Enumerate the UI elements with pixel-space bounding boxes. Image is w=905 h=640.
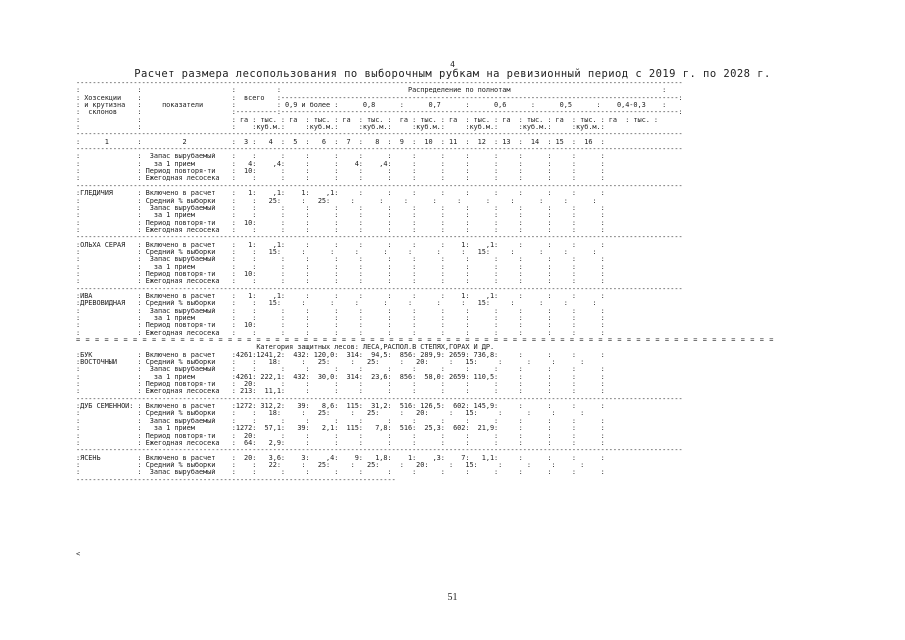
table-row: : : Ежегодная лесосека : : : : : : : : : : : : : : :	[76, 329, 605, 337]
table-row: : : Период повторя-ти : 10: : : : : : : : : : : : : :	[76, 219, 605, 227]
table-rule: = = = = = = = = = = = = = = = = = = = = = = = = = = = = = = = = = = = = = = = = = = = = = = = = = = = = = = = = = = = = = = = = = = = = = = = = = =	[76, 337, 775, 345]
table-row: : : Ежегодная лесосека : : : : : : : : : : : : : : :	[76, 175, 605, 183]
table-row: : и крутизна : показатели : : 0,9 и более : 0,8 : 0,7 : 0,6 : 0,5 : 0,4-0,3 :	[76, 102, 667, 110]
table-row: :ДУБ СЕМЕННОЙ: : Включено в расчет :1272: 312,2: 39: 8,6: 115: 31,2: 516: 126,5: 602: 145,9: : : : :	[76, 403, 605, 411]
table-rule: ----------------------------------------------------------------------------------------------------------------------------------------------------	[76, 234, 683, 242]
footer-mark: <	[76, 550, 81, 558]
table-row: : Хозсекции : : всего :-------------------------------------------------------------------------------------------------:	[76, 94, 683, 102]
table-row: : : Средний % выборки : : 18: : 25: : 25: : 20: : 15: : : : :	[76, 410, 585, 418]
table-row: : : за 1 прием :4261: 222,1: 432: 30,0: 314: 23,6: 856: 58,0: 2659: 110,5: : : : :	[76, 373, 605, 381]
page-number: 51	[447, 592, 458, 603]
table-row: :ГЛЕДИЧИЯ : Включено в расчет : 1: ,1: 1: ,1: : : : : : : : : : :	[76, 190, 605, 198]
table-row: : : за 1 прием :1272: 57,1: 39: 2,1: 115: 7,8: 516: 25,3: 602: 21,9: : : : :	[76, 425, 605, 433]
table-row: :ВОСТОЧНЫЙ : Средний % выборки : : 18: : 25: : 25: : 20: : 15: : : : :	[76, 359, 585, 367]
table-row: : : Ежегодная лесосека : 213: 11,1: : : : : : : : : : : : :	[76, 388, 605, 396]
table-row: : 1 : 2 : 3 : 4 : 5 : 6 : 7 : 8 : 9 : 10 : 11 : 12 : 13 : 14 : 15 : 16 :	[76, 138, 605, 146]
table-row: : склонов : :----------:-------------------------------------------------------------------------------------------------:	[76, 109, 683, 117]
table-row: : : Ежегодная лесосека : 64: 2,9: : : : : : : : : : : : :	[76, 439, 605, 447]
table-row: : : : :куб.м.: :куб.м.: :куб.м.: :куб.м.: :куб.м.: :куб.м.: :куб.м.:	[76, 124, 605, 132]
table-row: :БУК : Включено в расчет :4261:1241,2: 432: 120,0: 314: 94,5: 856: 289,9: 2659: 736,8: : : : :	[76, 351, 605, 359]
forest-usage-table	[76, 80, 846, 484]
table-row: :ДРЕВОВИДНАЯ : Средний % выборки : : 15: : : : : : : : 15: : : : :	[76, 300, 597, 308]
table-row: : : за 1 прием : : : : : : : : : : : : : : :	[76, 315, 605, 322]
table-row: : : Запас вырубаемый : : : : : : : : : : : : : : :	[76, 256, 605, 264]
table-row: : : : : Распределение по полнотам :	[76, 87, 667, 95]
table-row: : : Ежегодная лесосека : : : : : : : : : : : : : : :	[76, 226, 605, 234]
table-rule: ----------------------------------------------------------------------------------------------------------------------------------------------------	[76, 447, 683, 455]
table-rule: ----------------------------------------------------------------------------------------------------------------------------------------------------	[76, 285, 683, 293]
table-rule: ----------------------------------------------------------------------------------------------------------------------------------------------------	[76, 182, 683, 190]
table-row: : : Период повторя-ти : 10: : : : : : : : : : : : : :	[76, 322, 605, 330]
table-row: : : Запас вырубаемый : : : : : : : : : : : : : : :	[76, 366, 605, 374]
table-row: : : Средний % выборки : : 15: : : : : : : : 15: : : : :	[76, 248, 597, 256]
table-row: :ИВА : Включено в расчет : 1: ,1: : : : : : : 1: ,1: : : : :	[76, 292, 605, 300]
table-row: :ОЛЬХА СЕРАЯ : Включено в расчет : 1: ,1: : : : : : : 1: ,1: : : : :	[76, 241, 605, 249]
table-row: :ЯСЕНЬ : Включено в расчет : 20: 3,6: 3: ,4: 9: 1,8: 1: ,3: 7: 1,1: : : : :	[76, 454, 605, 462]
table-row: : : Запас вырубаемый : : : : : : : : : : : : : : :	[76, 469, 605, 477]
table-rule: ------------------------------------------------------------------------------	[76, 476, 396, 484]
table-rule: ----------------------------------------------------------------------------------------------------------------------------------------------------	[76, 131, 683, 139]
table-row: : : Период повторя-ти : 20: : : : : : : : : : : : : :	[76, 432, 605, 440]
page-title: Расчет размера лесопользования по выборочным рубкам на ревизионный период с 2019 г. по 2028 г.	[134, 68, 771, 80]
table-row: : : : га : тыс. : га : тыс. : га : тыс. : га : тыс. : га : тыс. : га : тыс. : га : тыс. : га : тыс. :	[76, 116, 658, 124]
table-row: : : Средний % выборки : : 25: : 25: : : : : : : : : : :	[76, 197, 597, 205]
table-rule: ----------------------------------------------------------------------------------------------------------------------------------------------------	[76, 395, 683, 403]
table-row: : : Средний % выборки : : 22: : 25: : 25: : 20: : 15: : : : :	[76, 461, 585, 469]
top-number: 4	[450, 60, 455, 69]
table-row: : : Период повторя-ти : 20: : : : : : : : : : : : : :	[76, 381, 605, 389]
table-row: : : за 1 прием : 4: ,4: : : 4: ,4: : : : : : : : :	[76, 160, 605, 168]
table-row: : : Запас вырубаемый : : : : : : : : : : : : : : :	[76, 307, 605, 315]
table-row: : : Запас вырубаемый : : : : : : : : : : : : : : :	[76, 204, 605, 212]
table-row: : : за 1 прием : : : : : : : : : : : : : : :	[76, 263, 605, 271]
table-row: : : за 1 прием : : : : : : : : : : : : : : :	[76, 212, 605, 220]
table-row: : : Ежегодная лесосека : : : : : : : : : : : : : : :	[76, 278, 605, 286]
table-row: : : Запас вырубаемый : : : : : : : : : : : : : : :	[76, 417, 605, 425]
table-rule: ----------------------------------------------------------------------------------------------------------------------------------------------------	[76, 80, 683, 87]
table-row: : : Период повторя-ти : 10: : : : : : : : : : : : : :	[76, 168, 605, 176]
table-row: Категория защитных лесов: ЛЕСА,РАСПОЛ.В СТЕПЯХ,ГОРАХ И ДР.	[76, 344, 495, 352]
table-rule: ----------------------------------------------------------------------------------------------------------------------------------------------------	[76, 146, 683, 154]
table-row: : : Запас вырубаемый : : : : : : : : : : : : : : :	[76, 153, 605, 161]
table-row: : : Период повторя-ти : 10: : : : : : : : : : : : : :	[76, 270, 605, 278]
